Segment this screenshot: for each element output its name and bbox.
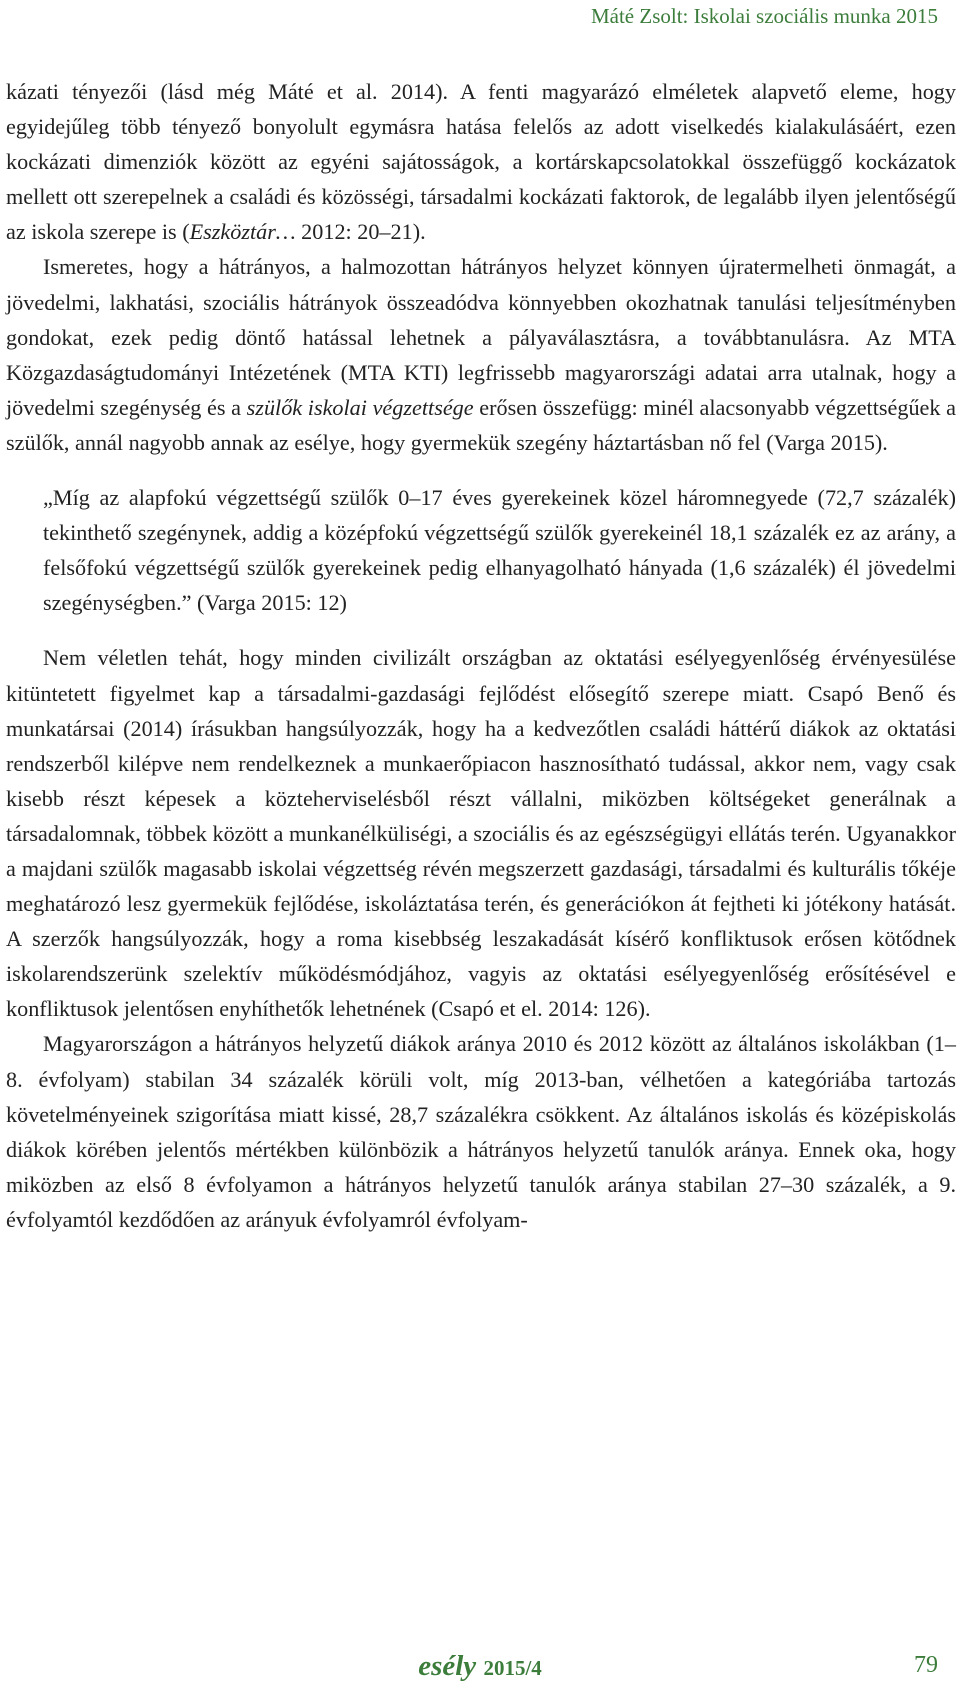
paragraph-1-italic: Eszköztár… (189, 219, 296, 245)
block-quote: „Míg az alapfokú végzettségű szülők 0–17 éves gyerekeinek közel háromnegyede (72,7 százalék) tekinthető szegénynek, addig a középfokú végzettségű szülők gyerekeinél 18,1 százalék ez az arány, a felsőfokú végzettségű szülők gyerekeinek pedig elhanyagolható hányada (1,6 százalék) él jövedelmi szegénységben.” (Varga 2015: 12) (43, 485, 956, 616)
footer-journal-name (0, 1650, 960, 1683)
paragraph-1 (6, 74, 956, 249)
body-text (6, 74, 956, 1237)
paragraph-2-text-b: erősen összefügg: minél alacsonyabb végzettségűek a szülők, annál nagyobb annak az esélye, hogy gyermekük szegény háztartásban nő fel (Varga 2015). (6, 394, 956, 455)
paragraph-3: Nem véletlen tehát, hogy minden civilizált országban az oktatási esélyegyenlőség érvényesülése kitüntetett figyelmet kap a társadalmi-gazdasági fejlődést elősegítő szerepe miatt. Csapó Benő és munkatársai (2014) írásukban hangsúlyozzák, hogy ha a kedvezőtlen családi háttérű diákok az oktatási rendszerből kilépve nem rendelkeznek a munkaerőpiacon hasznosítható tudással, akkor nem, vagy csak kisebb részt képesek a közteherviselésből részt vállalni, miközben költségeket generálnak a társadalomnak, többek között a munkanélküliségi, a szociális és az egészségügyi ellátás terén. Ugyanakkor a majdani szülők magasabb iskolai végzettség révén megszerzett gazdasági, társadalmi és kulturális tőkéje meghatározó lesz gyermekük fejlődése, iskoláztatása terén, és generációkon át fejtheti ki jótékony hatását. A szerzők hangsúlyozzák, hogy a roma kisebbség leszakadását kísérő konfliktusok erősen kötődnek iskolarendszerünk szelektív működésmódjához, vagyis az oktatási esélyegyenlőség erősítésével e konfliktusok jelentősen enyhíthetők lehetnének (Csapó et el. 2014: 126). (6, 645, 956, 1022)
journal-issue: 2015/4 (483, 1656, 542, 1680)
paragraph-4: Magyarországon a hátrányos helyzetű diákok aránya 2010 és 2012 között az általános iskolákban (1–8. évfolyam) stabilan 34 százalék körüli volt, míg 2013-ban, vélhetően a kategóriába tartozás követelményeinek szigorítása miatt kissé, 28,7 százalékra csökkent. Az általános iskolás és középiskolás diákok körében jelentős mértékben különbözik a hátrányos helyzetű tanulók aránya. Ennek oka, hogy miközben az első 8 évfolyamon a hátrányos helyzetű tanulók aránya stabilan 27–30 százalék, a 9. évfolyamtól kezdődően az arányuk évfolyamról évfolyam- (6, 1031, 956, 1232)
running-header: Máté Zsolt: Iskolai szociális munka 2015 (590, 4, 938, 28)
paragraph-2 (6, 249, 956, 460)
paragraph-2-italic: szülők iskolai végzettsége (246, 394, 474, 420)
journal-title: esély (418, 1650, 477, 1682)
page-number: 79 (914, 1652, 938, 1678)
paragraph-1-text-a: kázati tényezői (lásd még Máté et al. 2014). A fenti magyarázó elméletek alapvető eleme, hogy egyidejűleg több tényező bonyolult egymásra hatása felelős az adott viselkedés kialakulásáért, ezen kockázati dimenziók között az egyéni sajátosságok, a kortárskapcsolatokkal összefüggő kockázatok mellett ott szerepelnek a családi és közösségi, társadalmi kockázati faktorok, de legalább ilyen jelentőségű az iskola szerepe is ( (6, 79, 956, 245)
paragraph-1-text-b: 2012: 20–21). (295, 219, 426, 245)
paragraph-2-text-a: Ismeretes, hogy a hátrányos, a halmozottan hátrányos helyzet könnyen újratermelheti önmagát, a jövedelmi, lakhatási, szociális hátrányok összeadódva könnyebben okozhatnak tanulási teljesítményben gondokat, ezek pedig döntő hatással lehetnek a pályaválasztásra, a továbbtanulásra. Az MTA Közgazdaságtudományi Intézetének (MTA KTI) legfrissebb magyarországi adatai arra utalnak, hogy a jövedelmi szegénység és a (6, 254, 956, 420)
